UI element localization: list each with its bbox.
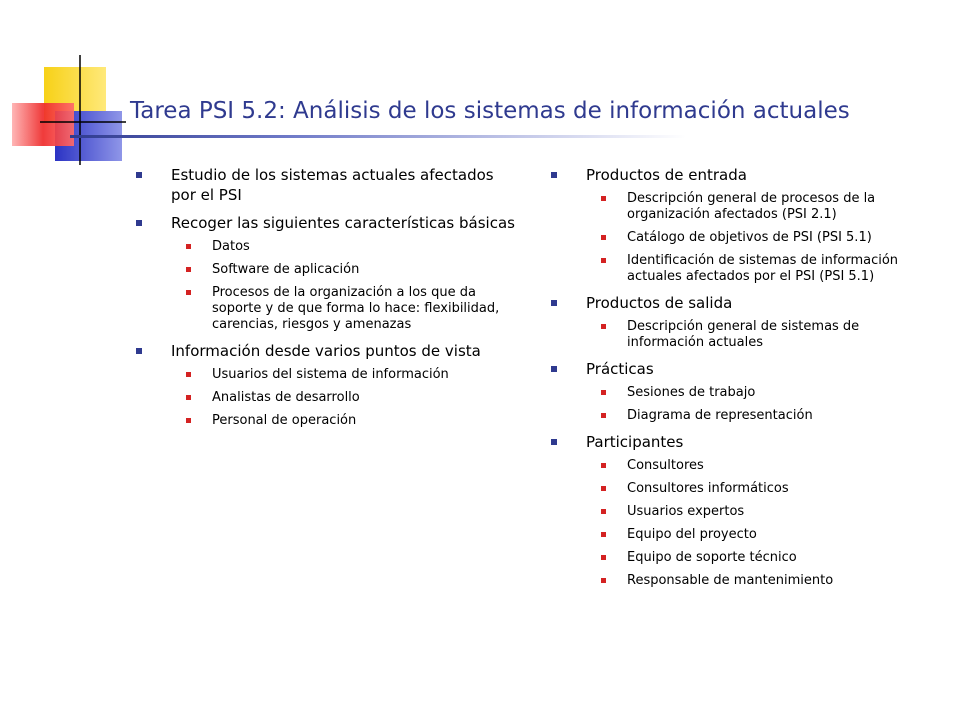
bullet-square-icon (136, 220, 142, 226)
sub-bullet-item (171, 390, 523, 406)
sub-bullet-square-icon (601, 258, 606, 263)
sub-bullet-text: Descripción general de sistemas de información actuales (627, 319, 860, 350)
bullet-text: Productos de salida (586, 294, 733, 312)
sub-bullet-text: Consultores informáticos (627, 481, 789, 496)
sub-bullet-square-icon (601, 324, 606, 329)
sub-bullet-text: Catálogo de objetivos de PSI (PSI 5.1) (627, 230, 872, 245)
sub-bullet-square-icon (186, 244, 191, 249)
bullet-text: Recoger las siguientes características básicas (171, 214, 515, 232)
bullet-square-icon (551, 300, 557, 306)
sub-bullet-square-icon (186, 290, 191, 295)
sub-bullet-square-icon (601, 486, 606, 491)
bullet-text: Prácticas (586, 360, 654, 378)
sub-bullet-square-icon (601, 235, 606, 240)
sub-bullet-square-icon (601, 413, 606, 418)
sub-bullet-item (586, 230, 933, 246)
sub-bullet-item (586, 319, 933, 351)
bullet-square-icon (551, 366, 557, 372)
bullet-item (548, 293, 933, 351)
sub-bullet-square-icon (601, 196, 606, 201)
title-underline (70, 135, 950, 138)
bullet-square-icon (551, 439, 557, 445)
sub-bullet-item (171, 413, 523, 429)
sub-bullet-item (171, 367, 523, 383)
sub-bullet-text: Personal de operación (212, 413, 357, 428)
bullet-square-icon (551, 172, 557, 178)
sub-bullet-item (586, 573, 933, 589)
sub-bullet-text: Identificación de sistemas de información actuales afectados por el PSI (PSI 5.1) (627, 253, 899, 284)
sub-bullet-text: Consultores (627, 458, 704, 473)
sub-bullet-text: Descripción general de procesos de la organización afectados (PSI 2.1) (627, 191, 876, 222)
sub-bullet-item (586, 481, 933, 497)
sub-bullet-item (586, 550, 933, 566)
bullet-text: Participantes (586, 433, 684, 451)
sub-bullet-text: Equipo de soporte técnico (627, 550, 797, 565)
sub-bullet-text: Responsable de mantenimiento (627, 573, 834, 588)
sub-bullet-text: Software de aplicación (212, 262, 360, 277)
sub-bullet-text: Usuarios del sistema de información (212, 367, 449, 382)
sub-bullet-item (586, 458, 933, 474)
bullet-item (133, 213, 523, 333)
sub-bullet-square-icon (186, 418, 191, 423)
sub-bullet-text: Datos (212, 239, 250, 254)
slide-title: Tarea PSI 5.2: Análisis de los sistemas de información actuales (130, 98, 850, 124)
sub-bullet-item (586, 253, 933, 285)
sub-bullet-square-icon (601, 509, 606, 514)
bullet-item (548, 432, 933, 589)
sub-bullet-square-icon (186, 267, 191, 272)
bullet-square-icon (136, 348, 142, 354)
left-column (133, 165, 523, 437)
sub-bullet-square-icon (186, 395, 191, 400)
sub-bullet-square-icon (601, 555, 606, 560)
bullet-text: Productos de entrada (586, 166, 747, 184)
bullet-item (133, 165, 523, 205)
bullet-item (548, 359, 933, 424)
sub-bullet-item (586, 191, 933, 223)
sub-bullet-text: Diagrama de representación (627, 408, 813, 423)
sub-bullet-text: Sesiones de trabajo (627, 385, 756, 400)
sub-bullet-square-icon (601, 463, 606, 468)
sub-bullet-square-icon (601, 578, 606, 583)
sub-bullet-item (171, 285, 523, 333)
bullet-text: Información desde varios puntos de vista (171, 342, 481, 360)
sub-bullet-item (586, 527, 933, 543)
sub-bullet-square-icon (186, 372, 191, 377)
sub-bullet-text: Equipo del proyecto (627, 527, 757, 542)
sub-bullet-item (586, 504, 933, 520)
sub-bullet-square-icon (601, 532, 606, 537)
right-column (548, 165, 933, 597)
sub-bullet-text: Analistas de desarrollo (212, 390, 360, 405)
sub-bullet-text: Usuarios expertos (627, 504, 745, 519)
bullet-text: Estudio de los sistemas actuales afectados por el PSI (171, 166, 494, 204)
sub-bullet-item (171, 262, 523, 278)
sub-bullet-item (171, 239, 523, 255)
decorative-squares-graphic (0, 0, 130, 170)
bullet-square-icon (136, 172, 142, 178)
bullet-item (133, 341, 523, 429)
sub-bullet-square-icon (601, 390, 606, 395)
sub-bullet-item (586, 408, 933, 424)
bullet-item (548, 165, 933, 285)
sub-bullet-text: Procesos de la organización a los que da soporte y de que forma lo hace: flexibilidad, carencias, riesgos y amenazas (212, 285, 500, 332)
sub-bullet-item (586, 385, 933, 401)
